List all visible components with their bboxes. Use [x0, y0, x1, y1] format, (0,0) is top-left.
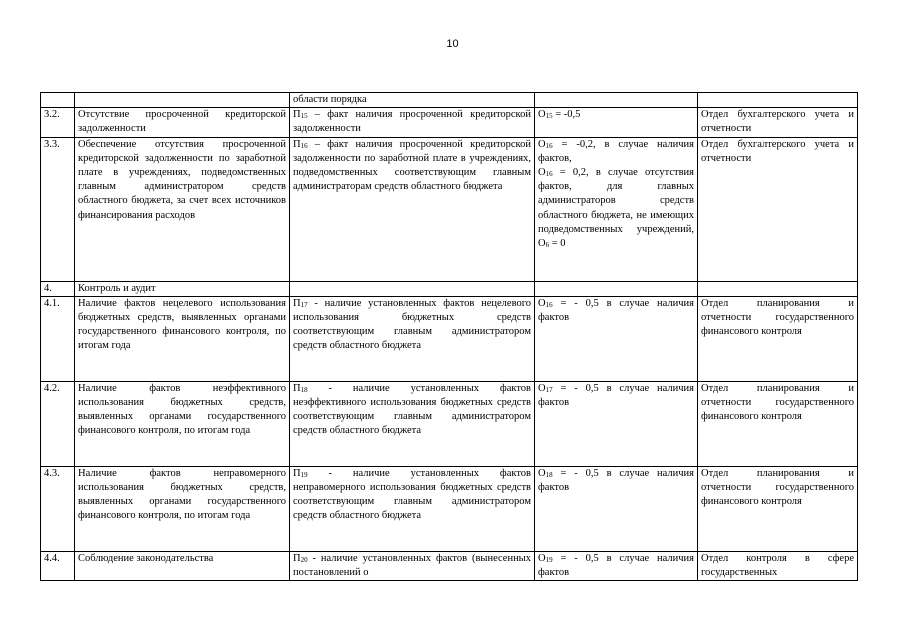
criterion-cell [75, 93, 290, 108]
table-row [41, 108, 858, 137]
row-number: 4.3. [41, 466, 75, 551]
criterion-cell: Обеспечение отсутствия просроченной кредиторской задолженности по заработной плате в учреждениях, подведомственных главным администратором средств областного бюджета, за счет всех источников финансирования расходов [75, 137, 290, 281]
value-index: 18 [545, 470, 553, 479]
value-text: = -0,5 [552, 109, 581, 121]
value-text: = - 0,5 в случае наличия фактов [538, 382, 694, 409]
indicator-cell [290, 381, 535, 466]
row-number: 4.2. [41, 381, 75, 466]
responsible-cell: Отдел планирования и отчетности государственного финансового контроля [698, 381, 858, 466]
value-symbol: О [538, 467, 546, 479]
row-number: 3.2. [41, 108, 75, 137]
value-symbol: О [538, 382, 546, 394]
value-index: 19 [545, 555, 553, 564]
indicator-text: – факт наличия просроченной кредиторской задолженности [293, 109, 531, 135]
value-text: = -0,2, в случае наличия фактов, [538, 138, 694, 164]
value-cell [535, 93, 698, 108]
value-text: = 0,2, в случае отсутствия фактов, [538, 167, 694, 193]
criterion-cell: Наличие фактов нецелевого использования бюджетных средств, выявленных органами государственного финансового контроля, по итогам года [75, 296, 290, 381]
value-symbol: О [538, 297, 546, 309]
value-index: 6 [545, 241, 550, 250]
value-text: = - 0,5 в случае наличия фактов [538, 297, 694, 324]
value-symbol: О [538, 138, 546, 150]
responsible-cell: Отдел бухгалтерского учета и отчетности [698, 137, 858, 281]
indicator-cell [290, 281, 535, 296]
criteria-table [40, 92, 858, 581]
value-cell [535, 137, 698, 281]
indicator-index: 18 [300, 385, 308, 394]
indicator-text: - наличие установленных фактов нецелевого использования бюджетных средств соответствующим главным администратором средств областного бюджета [293, 297, 531, 352]
value-cell [535, 381, 698, 466]
indicator-cell [290, 137, 535, 281]
indicator-text: – факт наличия просроченной кредиторской задолженности по заработной плате в учреждениях, подведомственных соответствующим главным администраторам средств областного бюджета [293, 138, 531, 193]
section-title: Контроль и аудит [75, 281, 290, 296]
value-index: 16 [545, 141, 553, 150]
indicator-cell [290, 108, 535, 137]
indicator-symbol: П [293, 467, 301, 479]
indicator-cell [290, 551, 535, 580]
value-cell [535, 466, 698, 551]
value-index: 15 [545, 112, 553, 121]
row-number: 4.4. [41, 551, 75, 580]
indicator-symbol: П [293, 109, 301, 121]
value-cell [535, 551, 698, 580]
row-number [41, 93, 75, 108]
row-number: 4. [41, 281, 75, 296]
value-text: = 0 [549, 238, 566, 250]
indicator-text: - наличие установленных фактов неэффективного использования бюджетных средств соответствующим главным администратором средств областного бюджета [293, 382, 531, 437]
indicator-index: 15 [300, 112, 308, 121]
indicator-index: 19 [300, 470, 308, 479]
table-row [41, 93, 858, 108]
page-number: 10 [446, 38, 459, 50]
indicator-index: 17 [300, 300, 308, 309]
indicator-symbol: П [293, 552, 301, 564]
value-cell [535, 108, 698, 137]
table-row [41, 551, 858, 580]
criterion-cell: Соблюдение законодательства [75, 551, 290, 580]
indicator-cell: области порядка [290, 93, 535, 108]
table-row [41, 296, 858, 381]
row-number: 3.3. [41, 137, 75, 281]
value-symbol: О [538, 552, 546, 564]
value-text: для главных администраторов средств областного бюджета, не имеющих подведомственных учреждений, О [538, 181, 694, 250]
table-row [41, 137, 858, 281]
responsible-cell [698, 281, 858, 296]
indicator-text: - наличие установленных фактов (вынесенных постановлений о [293, 552, 531, 579]
table-row [41, 381, 858, 466]
row-number: 4.1. [41, 296, 75, 381]
value-cell [535, 296, 698, 381]
value-text: = - 0,5 в случае наличия фактов [538, 552, 694, 579]
table-row [41, 281, 858, 296]
responsible-cell: Отдел контроля в сфере государственных [698, 551, 858, 580]
criterion-cell: Отсутствие просроченной кредиторской задолженности [75, 108, 290, 137]
responsible-cell: Отдел бухгалтерского учета и отчетности [698, 108, 858, 137]
responsible-cell: Отдел планирования и отчетности государственного финансового контроля [698, 296, 858, 381]
value-text: = - 0,5 в случае наличия фактов [538, 467, 694, 494]
indicator-symbol: П [293, 138, 301, 150]
indicator-symbol: П [293, 297, 301, 309]
indicator-text: - наличие установленных фактов неправомерного использования бюджетных средств соответствующим главным администратором средств областного бюджета [293, 467, 531, 522]
criterion-cell: Наличие фактов неправомерного использования бюджетных средств, выявленных органами государственного финансового контроля, по итогам года [75, 466, 290, 551]
indicator-index: 20 [300, 555, 308, 564]
responsible-cell [698, 93, 858, 108]
value-index: 17 [545, 385, 553, 394]
responsible-cell: Отдел планирования и отчетности государственного финансового контроля [698, 466, 858, 551]
indicator-cell [290, 296, 535, 381]
table-row [41, 466, 858, 551]
value-symbol: О [538, 109, 546, 121]
indicator-cell [290, 466, 535, 551]
indicator-symbol: П [293, 382, 301, 394]
value-cell [535, 281, 698, 296]
value-index: 16 [545, 170, 553, 179]
value-symbol: О [538, 167, 546, 179]
criterion-cell: Наличие фактов неэффективного использования бюджетных средств, выявленных органами государственного финансового контроля, по итогам года [75, 381, 290, 466]
indicator-index: 16 [300, 141, 308, 150]
value-index: 16 [545, 300, 553, 309]
